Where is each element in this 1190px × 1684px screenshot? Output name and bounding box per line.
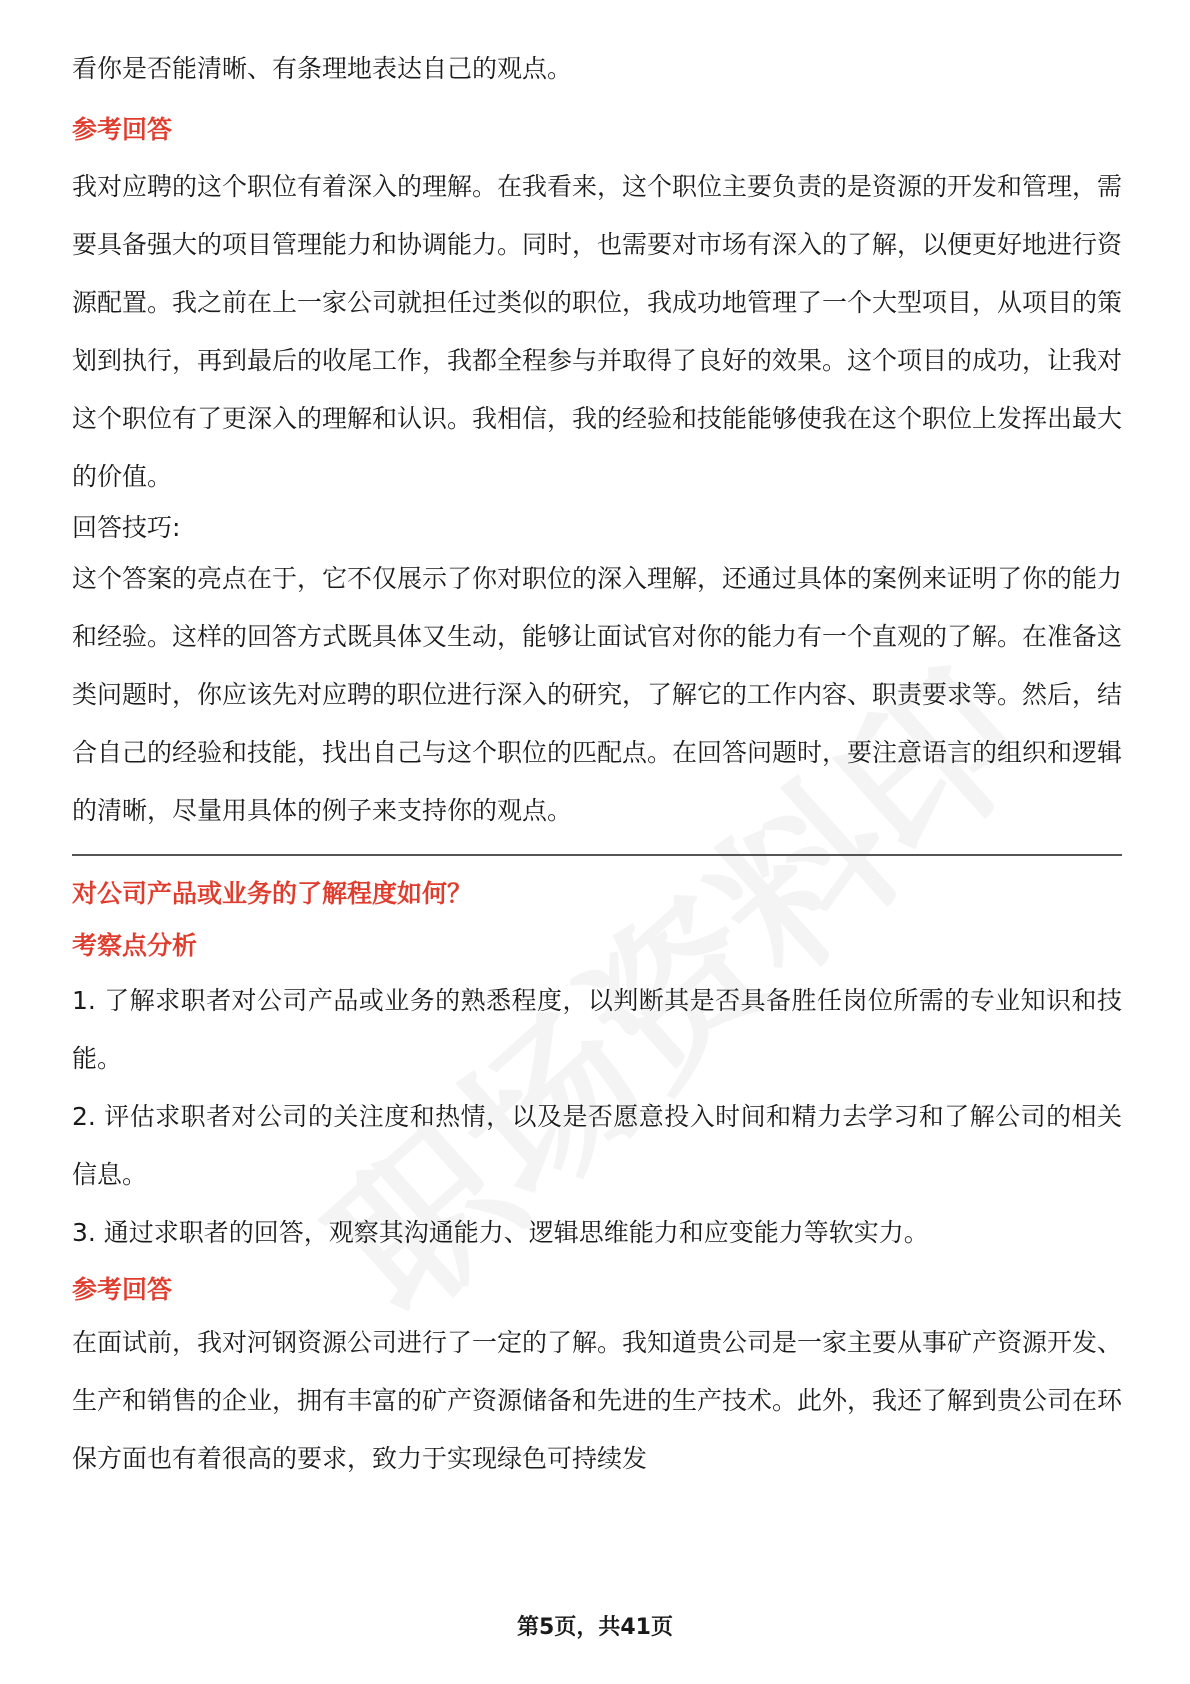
page-number: 第5页，共41页 xyxy=(517,1615,673,1640)
question-heading: 对公司产品或业务的了解程度如何？ xyxy=(72,879,473,908)
analysis-item: 3. 通过求职者的回答，观察其沟通能力、逻辑思维能力和应变能力等软实力。 xyxy=(72,1218,929,1247)
analysis-item: 1. 了解求职者对公司产品或业务的熟悉程度，以判断其是否具备胜任岗位所需的专业知识和技能。 xyxy=(72,986,1122,1073)
answer-tips-text: 这个答案的亮点在于，它不仅展示了你对职位的深入理解，还通过具体的案例来证明了你的能力和经验。这样的回答方式既具体又生动，能够让面试官对你的能力有一个直观的了解。在准备这类问题时，你应该先对应聘的职位进行深入的研究，了解它的工作内容、职责要求等。然后，结合自己的经验和技能，找出自己与这个职位的匹配点。在回答问题时，要注意语言的组织和逻辑的清晰，尽量用具体的例子来支持你的观点。 xyxy=(72,564,1123,825)
document-page xyxy=(72,40,1122,1488)
analysis-heading: 考察点分析 xyxy=(72,931,198,960)
lead-line: 看你是否能清晰、有条理地表达自己的观点。 xyxy=(72,54,573,83)
reference-answer-text: 在面试前，我对河钢资源公司进行了一定的了解。我知道贵公司是一家主要从事矿产资源开发、生产和销售的企业，拥有丰富的矿产资源储备和先进的生产技术。此外，我还了解到贵公司在环保方面也有着很高的要求，致力于实现绿色可持续发 xyxy=(72,1328,1123,1473)
section-divider xyxy=(72,854,1122,856)
reference-answer-text: 我对应聘的这个职位有着深入的理解。在我看来，这个职位主要负责的是资源的开发和管理，需要具备强大的项目管理能力和协调能力。同时，也需要对市场有深入的了解，以便更好地进行资源配置。我之前在上一家公司就担任过类似的职位，我成功地管理了一个大型项目，从项目的策划到执行，再到最后的收尾工作，我都全程参与并取得了良好的效果。这个项目的成功，让我对这个职位有了更深入的理解和认识。我相信，我的经验和技能能够使我在这个职位上发挥出最大的价值。 xyxy=(72,172,1123,491)
reference-answer-heading: 参考回答 xyxy=(72,115,173,144)
answer-tips-heading: 回答技巧: xyxy=(72,513,181,542)
reference-answer-heading: 参考回答 xyxy=(72,1275,173,1304)
analysis-item: 2. 评估求职者对公司的关注度和热情，以及是否愿意投入时间和精力去学习和了解公司的相关信息。 xyxy=(72,1102,1122,1189)
